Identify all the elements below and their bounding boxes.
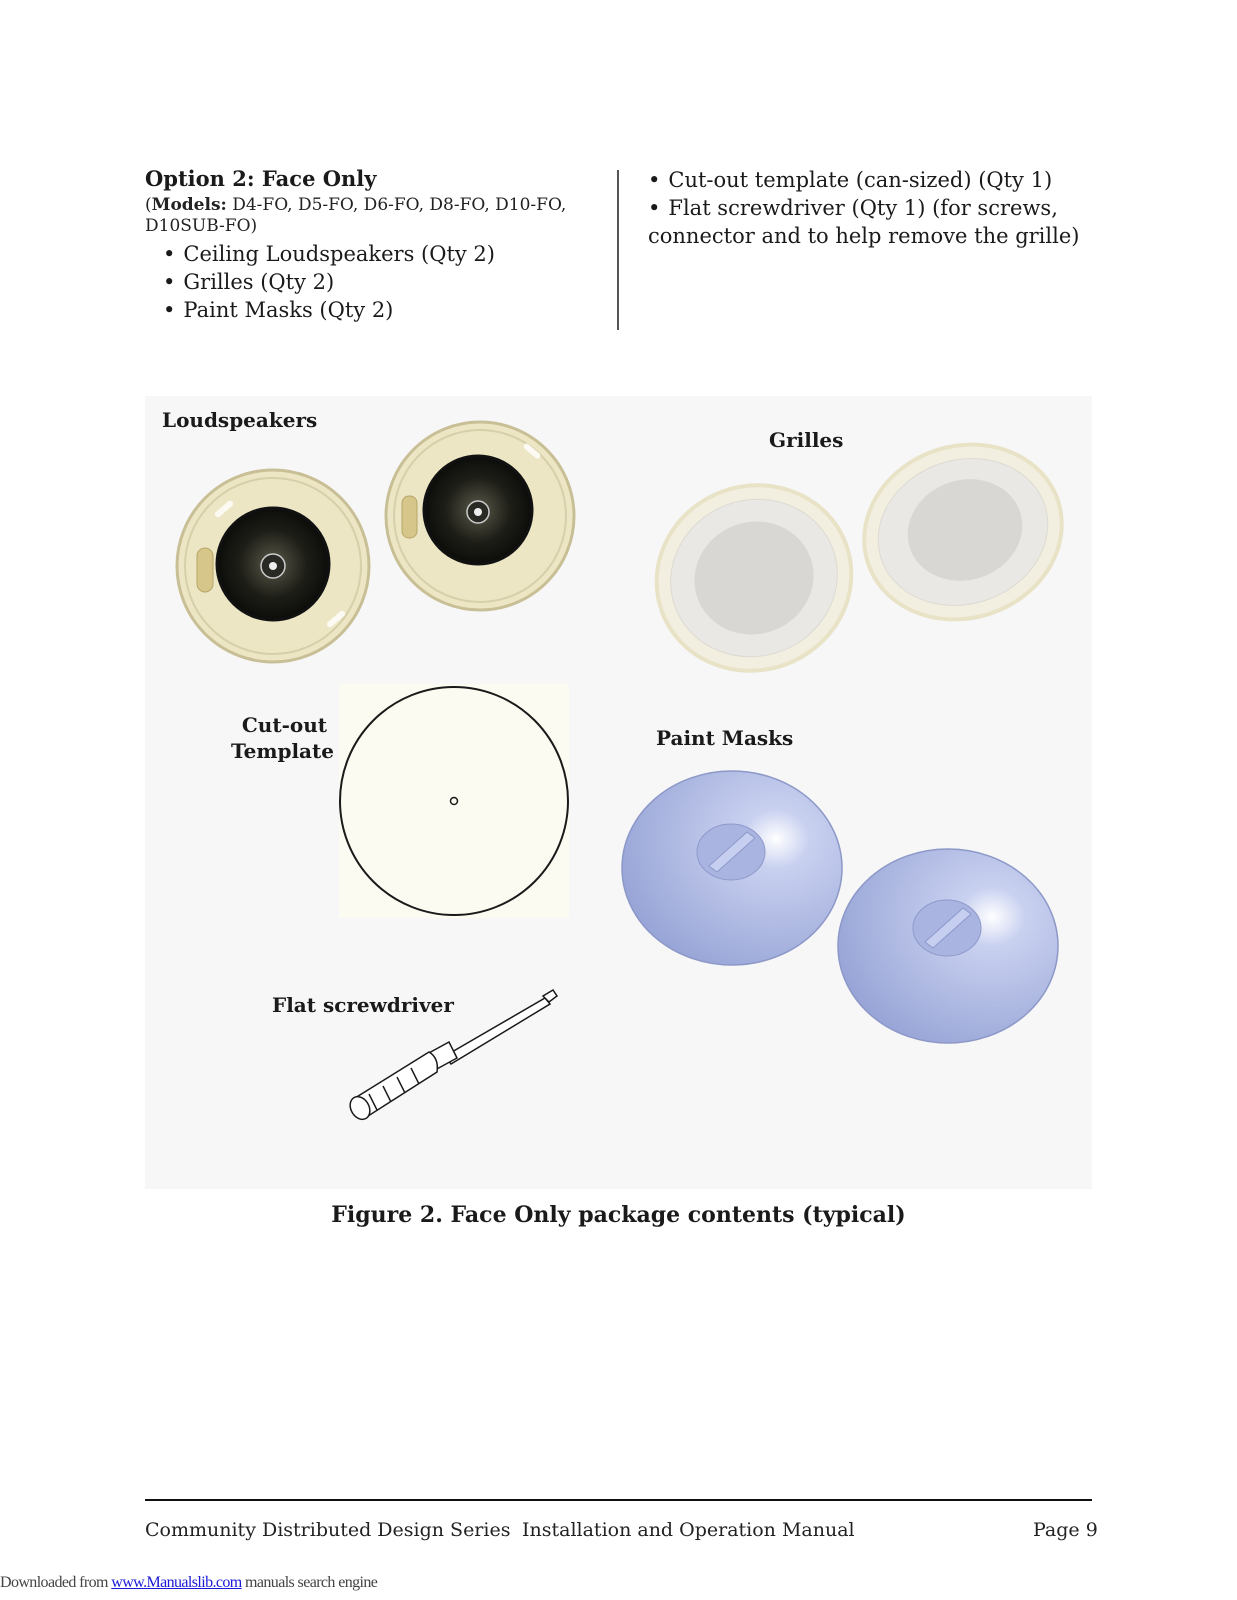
- list-item: • Paint Masks (Qty 2): [163, 296, 495, 324]
- contents-list: [163, 240, 495, 324]
- models-list: D4-FO, D5-FO, D6-FO, D8-FO, D10-FO, D10SUB-FO): [145, 195, 567, 236]
- figure-caption: Figure 2. Face Only package contents (typical): [331, 1202, 906, 1228]
- grilles-label: Grilles: [769, 428, 844, 452]
- download-banner: [0, 1574, 377, 1592]
- grille-image: [651, 480, 857, 676]
- footer-rule: [145, 1499, 1092, 1501]
- loudspeakers-label: Loudspeakers: [162, 408, 318, 432]
- models-line: [145, 195, 575, 237]
- cutout-label-line2: Template: [231, 739, 334, 763]
- loudspeaker-image: [382, 418, 578, 614]
- paint-mask-image: [835, 846, 1061, 1046]
- models-label: Models:: [151, 195, 227, 215]
- column-divider: [617, 170, 619, 330]
- contents-list-continued: [648, 166, 1098, 250]
- download-suffix: manuals search engine: [241, 1574, 378, 1591]
- paint-masks-label: Paint Masks: [656, 726, 794, 750]
- manualslib-link[interactable]: www.Manualslib.com: [111, 1574, 242, 1591]
- grille-image: [861, 440, 1065, 624]
- screwdriver-image: [345, 986, 565, 1136]
- footer-manual-title: Installation and Operation Manual: [522, 1519, 855, 1541]
- list-item: • Flat screwdriver (Qty 1) (for screws, connector and to help remove the grille): [648, 194, 1098, 250]
- screwdriver-label: Flat screwdriver: [272, 993, 454, 1017]
- paint-mask-image: [619, 768, 845, 968]
- loudspeaker-image: [175, 466, 375, 666]
- section-title: Option 2: Face Only: [145, 166, 377, 191]
- models-paren: (: [145, 195, 152, 215]
- list-item: • Ceiling Loudspeakers (Qty 2): [163, 240, 495, 268]
- list-item: • Grilles (Qty 2): [163, 268, 495, 296]
- footer-page-number: Page 9: [1033, 1519, 1098, 1541]
- cutout-template-label: [231, 712, 334, 764]
- package-contents-figure: [145, 396, 1092, 1189]
- cutout-label-line1: Cut-out: [241, 713, 327, 737]
- cutout-template-image: [339, 684, 569, 918]
- download-prefix: Downloaded from: [0, 1574, 112, 1591]
- footer-series: Community Distributed Design Series: [145, 1519, 511, 1541]
- list-item: • Cut-out template (can-sized) (Qty 1): [648, 166, 1098, 194]
